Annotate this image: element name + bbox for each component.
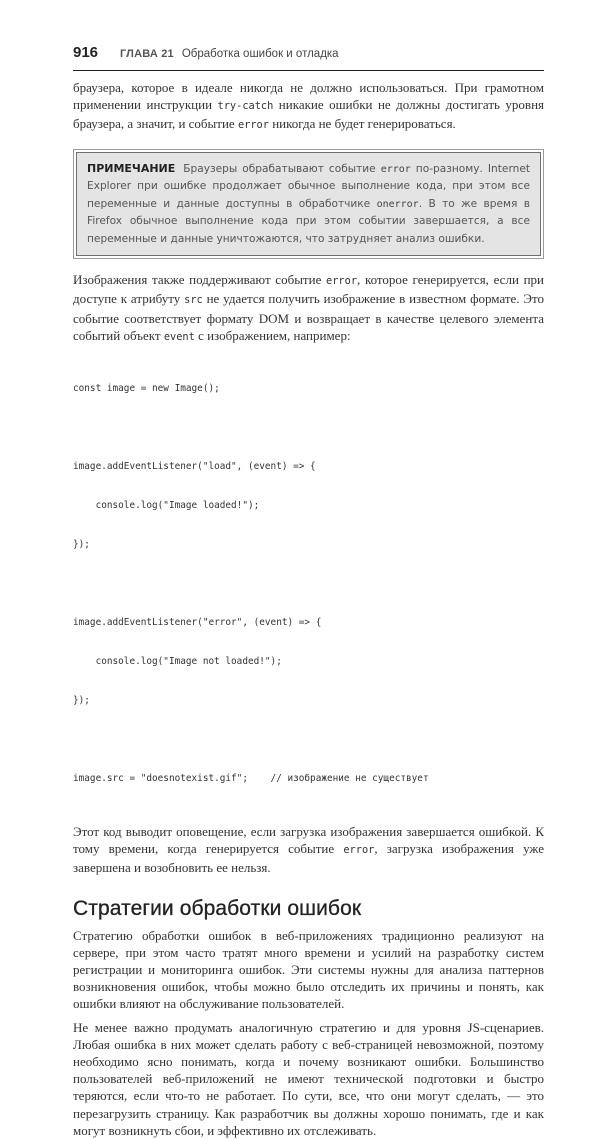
inline-code-error: error (343, 844, 375, 857)
code-line: console.log("Image loaded!"); (73, 499, 260, 511)
text-run: никогда не будет генерироваться. (268, 116, 456, 132)
code-line: image.addEventListener("load", (event) => { (73, 460, 316, 472)
code-line: const image = new Image(); (73, 382, 220, 394)
text-run: , загрузка изображения уже завершена и возобновить ее нельзя. (73, 841, 545, 876)
code-blank-line (73, 733, 544, 746)
paragraph-code-explanation (73, 823, 544, 877)
running-head (73, 44, 544, 71)
inline-code-error: error (237, 119, 269, 132)
text-run: браузера, которое в идеале никогда не должно использоваться. При грамотном применении инструкции (73, 80, 544, 113)
inline-code-src: src (184, 294, 203, 307)
inline-code-try-catch: try-catch (217, 100, 274, 113)
inline-code-error: error (326, 275, 358, 288)
chapter-label: ГЛАВА 21 (120, 48, 174, 60)
text-run: никакие ошибки не должны достигать уровня браузера, а значит, и событие (73, 97, 544, 132)
paragraph-js-strategy: Не менее важно продумать аналогичную стратегию и для уровня JS-сценариев. Любая ошибка в них может сделать работу с веб-страницей невозможной, поэтому необходимо ясно понимать, когда и почему возникают ошибки. Большинство пользователей веб-приложений не имеют технической подготовки и быстро теряются, если что-то не работает. По сути, все, что они могут сделать, — это перезагрузить страницу. Как разработчик вы должны хорошо понимать, где и как могут возникнуть сбои, и эффективно их отслеживать. (73, 1019, 544, 1138)
text-run: не удается получить изображение в известном формате. Это событие соответствует формату DOM и возвращает в качестве целевого элемента событий объект (73, 291, 545, 343)
note-content (76, 152, 541, 257)
note-box (73, 149, 544, 260)
paragraph-continuation (73, 79, 544, 135)
text-run: . В то же время в Firefox обычное выполнение кода при этом событии завершается, а все переменные и данные уничтожаются, что затрудняет анализ ошибки. (87, 197, 530, 245)
code-blank-line (73, 421, 544, 434)
code-listing (73, 356, 544, 811)
book-page (73, 44, 544, 1139)
text-run: Изображения также поддерживают событие (73, 272, 327, 288)
page-number: 916 (73, 44, 99, 61)
code-line: }); (73, 694, 90, 706)
text-run: , которое генерируется, если при доступе к атрибуту (73, 272, 544, 307)
chapter-title: Обработка ошибок и отладка (181, 48, 339, 60)
section-heading: Стратегии обработки ошибок (73, 896, 362, 920)
text-run: Этот код выводит оповещение, если загрузка изображения завершается ошибкой. К тому времени, когда генерируется событие (73, 823, 544, 857)
code-line: console.log("Image not loaded!"); (73, 655, 282, 667)
paragraph-server-strategy: Стратегию обработки ошибок в веб-приложениях традиционно реализуют на сервере, при этом часто тратят много времени и усилий на разработку систем регистрации и мониторинга ошибок. Эти системы нужны для анализа паттернов возникновения ошибок, чтобы можно было отследить их причины и понять, как ошибки влияют на обслуживание пользователей. (73, 927, 544, 1012)
note-label: ПРИМЕЧАНИЕ (87, 161, 176, 175)
code-line: image.src = "doesnotexist.gif"; // изображение не существует (73, 772, 429, 784)
paragraph-image-error (73, 271, 544, 346)
inline-code-onerror: onerror (376, 198, 419, 210)
text-run: Браузеры обрабатывают событие (183, 162, 381, 175)
text-run: по-разному. Internet Explorer при ошибке продолжает обычное выполнение кода, при этом все переменные и данные доступны в обработчике (87, 162, 530, 210)
inline-code-error: error (380, 163, 411, 175)
code-line: }); (73, 538, 90, 550)
inline-code-event: event (163, 330, 195, 343)
code-line: image.addEventListener("error", (event) => { (73, 616, 322, 628)
code-blank-line (73, 577, 544, 590)
text-run: с изображением, например: (194, 327, 351, 343)
